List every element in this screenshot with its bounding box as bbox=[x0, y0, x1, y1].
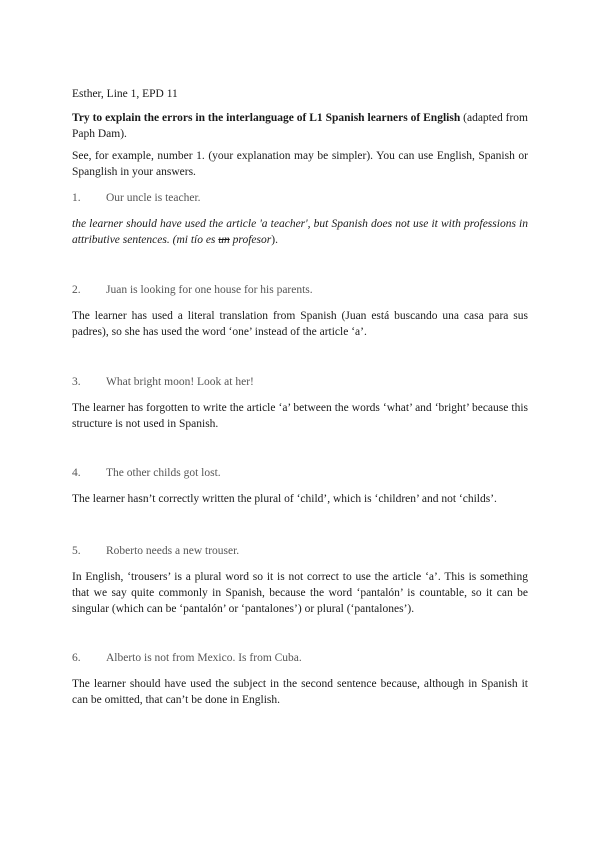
item-text: What bright moon! Look at her! bbox=[106, 376, 254, 388]
item-6-answer: The learner should have used the subject in the second sentence because, although in Spanish it can be omitted, that can’t be done in English. bbox=[72, 678, 528, 706]
answer-text: the learner should have used the article 'a teacher', but Spanish does not use it with professions in attributive sentences. ( bbox=[72, 218, 528, 246]
item-4-answer: The learner hasn’t correctly written the plural of ‘child’, which is ‘children’ and not ‘childs’. bbox=[72, 493, 497, 505]
item-2-answer: The learner has used a literal translation from Spanish (Juan está buscando una casa para sus padres), so she has used the word ‘one’ instead of the article ‘a’. bbox=[72, 310, 528, 338]
item-number: 4. bbox=[72, 467, 81, 479]
item-number: 3. bbox=[72, 376, 81, 388]
item-3-sentence bbox=[72, 374, 528, 390]
item-4-sentence bbox=[72, 465, 528, 481]
item-5-answer: In English, ‘trousers’ is a plural word so it is not correct to use the article ‘a’. This is something that we say quite commonly in Spanish, because the word ‘pantalón’ is countable, so it can be singular (which can be ‘pantalón’ or ‘pantalones’) or plural (‘pantalones’). bbox=[72, 571, 528, 615]
item-text: The other childs got lost. bbox=[106, 467, 221, 479]
item-5-sentence bbox=[72, 543, 528, 559]
item-number: 5. bbox=[72, 545, 81, 557]
item-1-answer bbox=[72, 216, 528, 248]
item-1-sentence bbox=[72, 190, 528, 206]
intro-paragraph: See, for example, number 1. (your explanation may be simpler). You can use English, Spanish or Spanglish in your answers. bbox=[72, 150, 528, 178]
item-number: 1. bbox=[72, 192, 81, 204]
item-2-sentence bbox=[72, 282, 528, 298]
item-text: Roberto needs a new trouser. bbox=[106, 545, 240, 557]
header-line: Esther, Line 1, EPD 11 bbox=[72, 88, 178, 100]
item-3-answer: The learner has forgotten to write the article ‘a’ between the words ‘what’ and ‘bright’ because this structure is not used in Spanish. bbox=[72, 402, 528, 430]
item-6-sentence bbox=[72, 650, 528, 666]
answer-example-end: profesor bbox=[229, 234, 272, 246]
item-text: Our uncle is teacher. bbox=[106, 192, 201, 204]
item-text: Alberto is not from Mexico. Is from Cuba. bbox=[106, 652, 302, 664]
answer-close: ). bbox=[271, 234, 278, 246]
item-text: Juan is looking for one house for his parents. bbox=[106, 284, 313, 296]
instructions bbox=[72, 110, 528, 142]
instructions-title: Try to explain the errors in the interlanguage of L1 Spanish learners of English bbox=[72, 112, 461, 124]
answer-example: mi tío es bbox=[176, 234, 219, 246]
instructions-note: (adapted from Paph Dam). bbox=[72, 112, 528, 140]
item-number: 2. bbox=[72, 284, 81, 296]
item-number: 6. bbox=[72, 652, 81, 664]
answer-struck-word: un bbox=[218, 234, 230, 246]
